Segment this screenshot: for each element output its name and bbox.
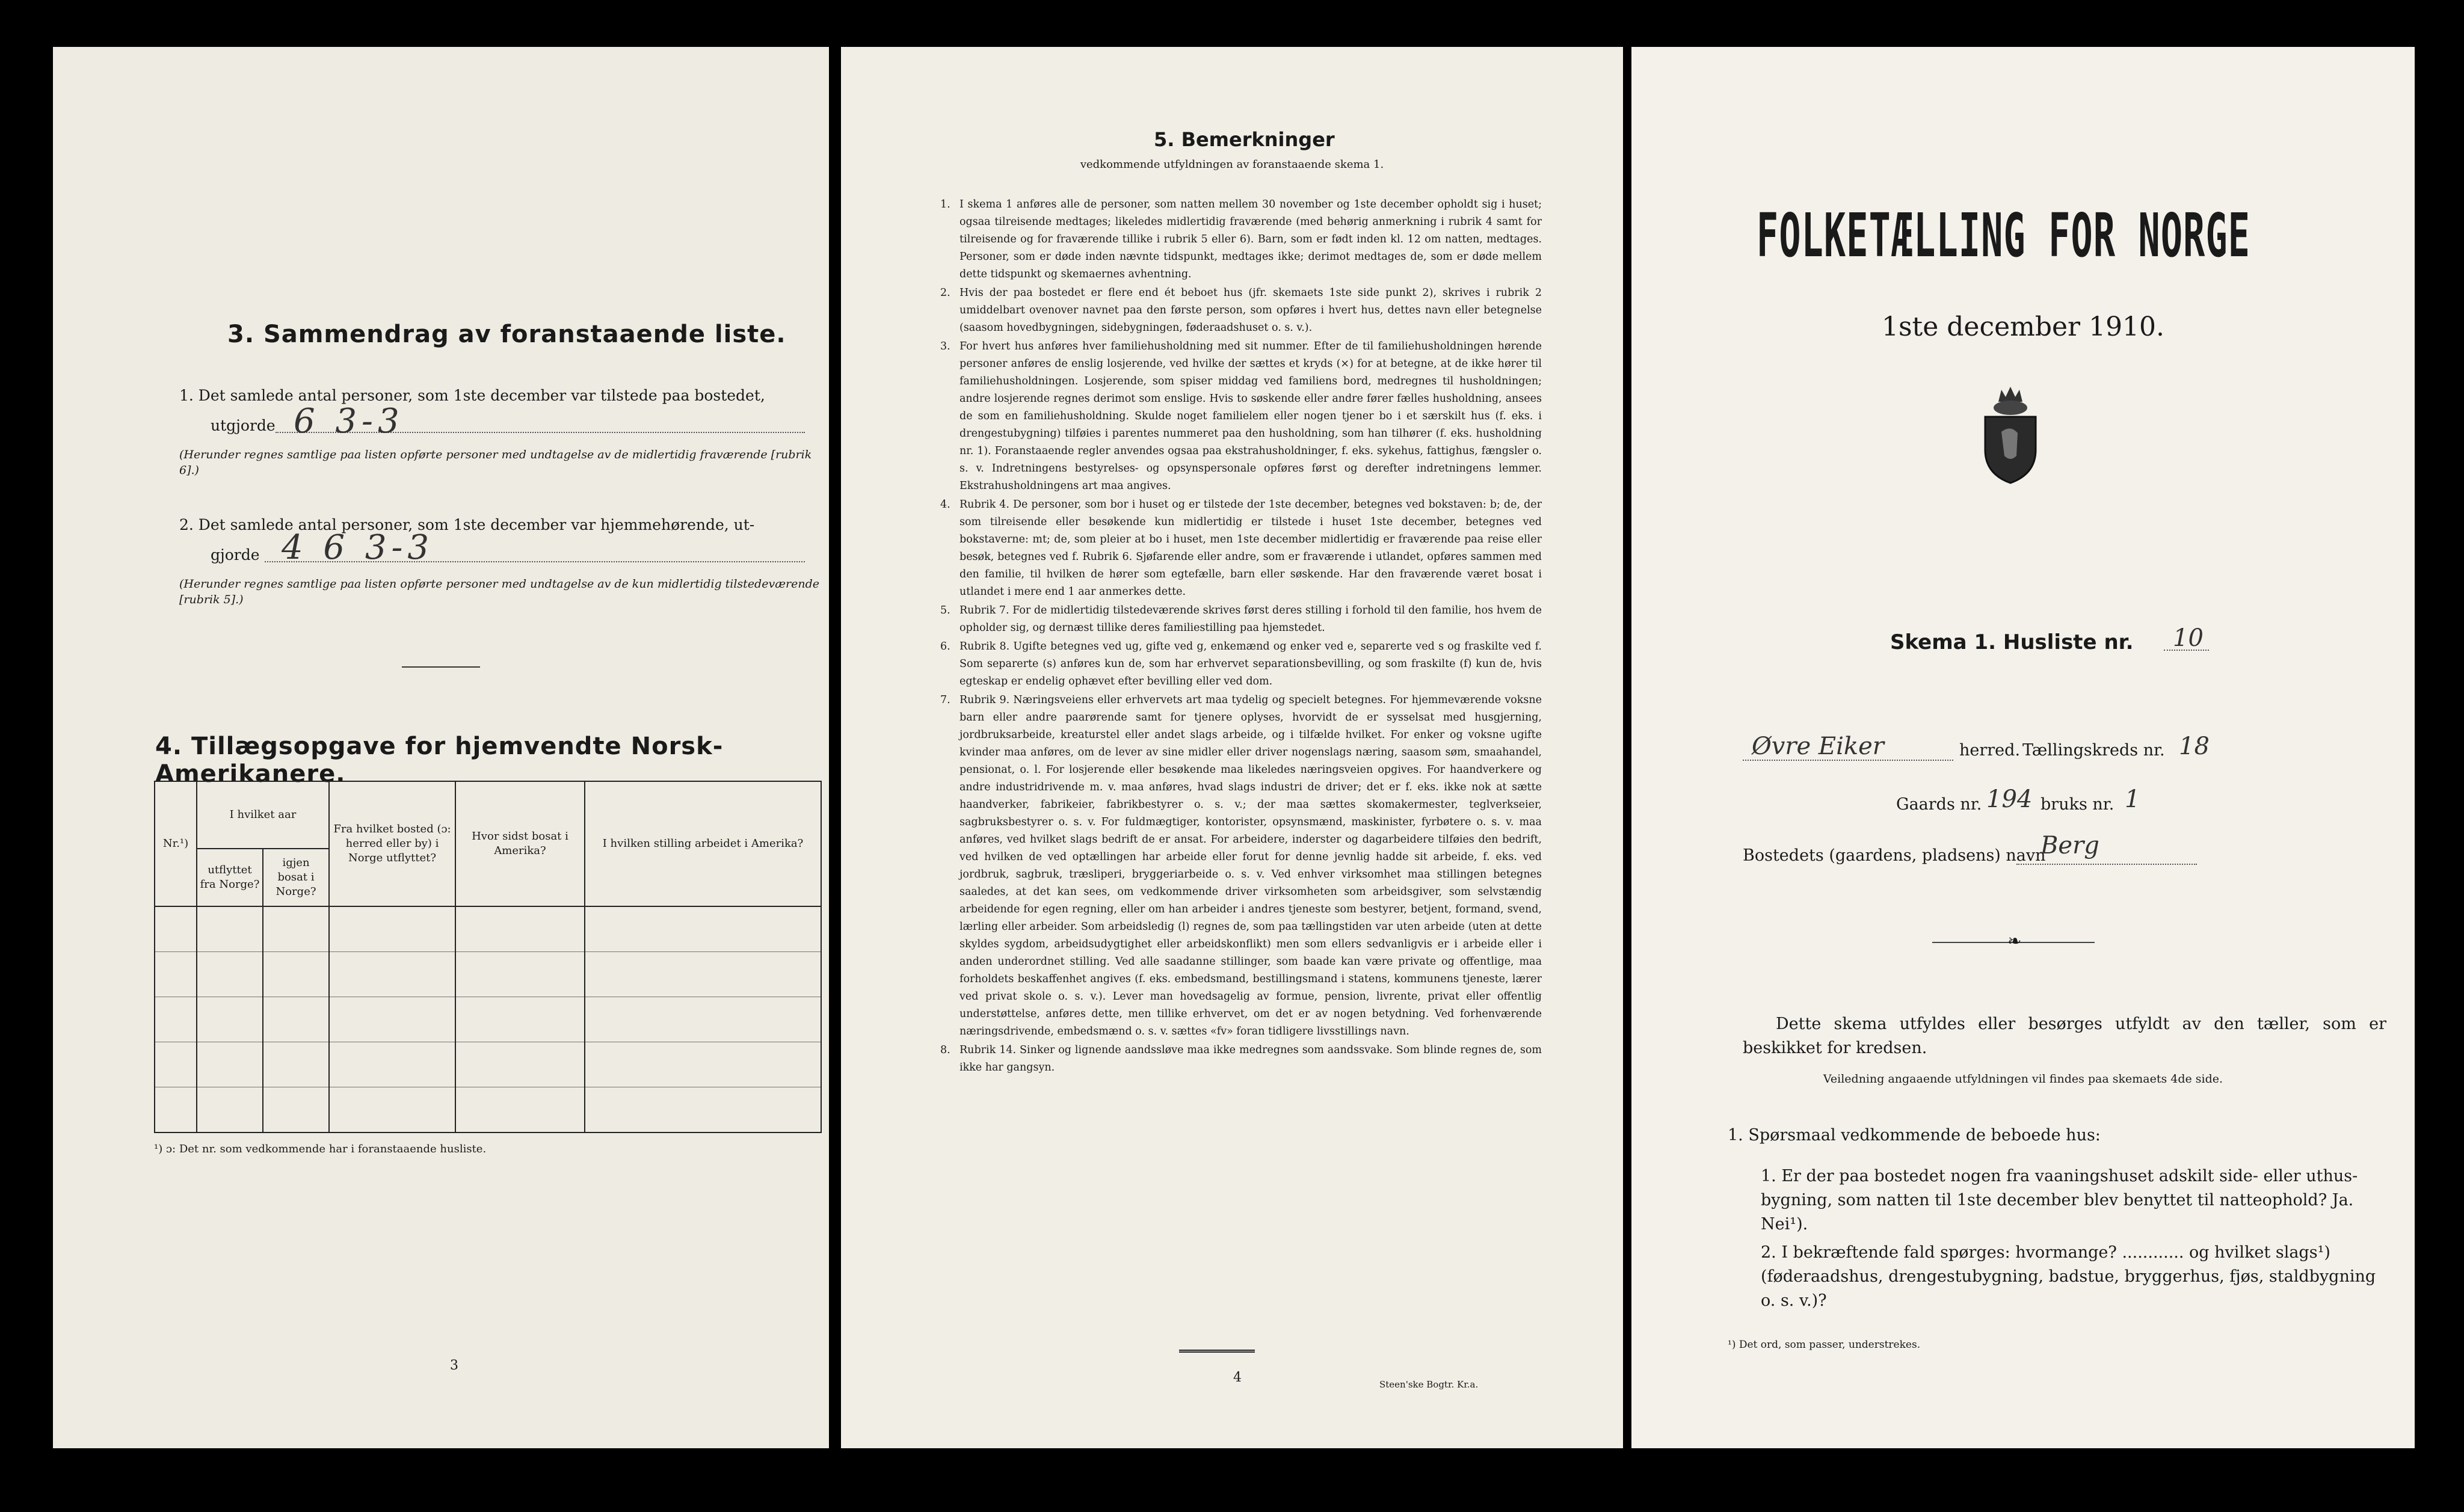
herred-value: Øvre Eiker [1752,733,1884,760]
question-2: 2. I bekræftende fald spørges: hvormange? ............ og hvilket slags¹) (føderaadshus, drengestubygning, badstue, bryggerhus, fjøs, staldbygning o. s. v.)? [1761,1243,2376,1310]
bosted-value: Berg [2040,832,2099,859]
remarks-list [940,196,1542,1078]
question-1: 1. Er der paa bostedet nogen fra vaaningshuset adskilt side- eller uthus-bygning, som natten til 1ste december blev benyttet til natteophold? Ja. Nei¹). [1761,1167,2358,1234]
page-number-4: 4 [1233,1370,1242,1385]
item2-note: (Herunder regnes samtlige paa listen opførte personer med undtagelse av de kun midlertidig tilstedeværende [rubrik 5].) [179,577,820,606]
instruction-text: Dette skema utfyldes eller besørges utfyldt av den tæller, som er beskikket for kredsen. [1743,1015,2386,1057]
remark-item [940,1042,1542,1077]
middle-page [841,47,1623,1448]
kreds-value: 18 [2179,733,2210,760]
herred-label: herred. [1959,741,2021,760]
remarks-subtitle: vedkommende utfyldningen av foranstaaende skema 1. [1080,158,1384,171]
remark-number: 3. [940,340,950,352]
table-row [155,952,821,997]
col-emigrated: utflyttet fra Norge? [197,849,263,906]
remark-item [940,284,1542,337]
remark-item [940,602,1542,637]
husliste-value: 10 [2173,624,2204,652]
remark-item [940,638,1542,690]
remark-item [940,692,1542,1040]
remark-number: 4. [940,499,950,511]
census-date: 1ste december 1910. [1881,312,2165,342]
col-position: I hvilken stilling arbeidet i Amerika? [585,781,821,906]
item2-line: 2. Det samlede antal personer, som 1ste december var hjemmehørende, ut- [179,516,755,533]
census-title: FOLKETÆLLING FOR NORGE [1757,200,2251,271]
item1-prefix: utgjorde [211,417,276,434]
item1-line: 1. Det samlede antal personer, som 1ste december var tilstede paa bostedet, [179,387,765,404]
remark-text: Hvis der paa bostedet er flere end ét beboet hus (jfr. skemaets 1ste side punkt 2), skrives i rubrik 2 umiddelbart ovenover navnet paa den første person, som opføres i hvert hus, dettes navn eller betegnelse (saasom hovedbygningen, sidebygningen, føderaadshuset o. s. v.). [959,287,1542,334]
col-returned: igjen bosat i Norge? [263,849,329,906]
divider [402,666,480,668]
bruks-label: bruks nr. [2040,795,2114,814]
remark-number: 2. [940,287,950,299]
section4-title: 4. Tillægsopgave for hjemvendte Norsk-Amerikanere. [155,733,724,788]
remark-number: 6. [940,641,950,653]
left-page [53,47,829,1448]
remark-item [940,196,1542,283]
col-year-group: I hvilket aar [197,781,329,849]
printer-mark: Steen'ske Bogtr. Kr.a. [1379,1379,1479,1390]
gaards-label: Gaards nr. [1896,795,1982,814]
remark-text: Rubrik 9. Næringsveiens eller erhvervets art maa tydelig og specielt betegnes. For hjemmeværende voksne barn eller andre paarørende samt for tjenere oplyses, hvorvidt de er sysselsat med husgjerning, jordbruksarbeide, kreaturstel eller andet slags arbeide, og i tilfælde hvilket. For enker og voksne ugifte kvinder maa anføres, om de lever av sine midler eller driver nogenslags næring, saasom søm, smaahandel, pensionat, o. l. For losjerende eller besøkende maa likeledes næringsveien opgives. For haandverkere og andre industridrivende m. v. maa anføres, hvad slags industri de driver; det er f. eks. ikke nok at sætte haandverker, fabrikeier, fabrikbestyrer o. s. v.; der maa sættes skomakermester, teglverkseier, sagbruksbestyrer o. s. v. For fuldmægtiger, kontorister, opsynsmænd, maskinister, fyrbøtere o. s. v. maa anføres, ved hvilket slags bedrift de er ansat. For arbeidere, inderster og dagarbeidere tilføies den bedrift, ved hvilken de ved optællingen har arbeide eller forut for denne jevnlig hadde sit arbeide, f. eks. ved jordbruk, sagbruk, træsliperi, bryggeriarbeide o. s. v. Ved enhver virksomhet maa stillingen betegnes saaledes, at det kan sees, om vedkommende driver virksomheten som arbeidsgiver, som selvstændig arbeidende for egen regning, eller om han arbeider i andres tjeneste som bestyrer, betjent, formand, svend, lærling eller arbeider. Som arbeidsledig (l) regnes de, som paa tællingstiden var uten arbeide (uten at dette skyldes sygdom, arbeidsudygtighet eller arbeidskonflikt) men som ellers sedvanligvis er i arbeide eller i anden underordnet stilling. Ved alle saadanne stillinger, som baade kan være private og offentlige, maa forholdets beskaffenhet angives (f. eks. embedsmand, bestillingsmand i statens, kommunens tjeneste, lærer ved privat skole o. s. v.). Lever man hovedsagelig av formue, pension, livrente, privat eller offentlig understøttelse, anføres dette, men tillike erhvervet, om det er av nogen betydning. Ved forhenværende næringsdrivende, embedsmænd o. s. v. sættes «fv» foran tidligere livsstillings navn. [959,694,1542,1037]
remark-text: Rubrik 8. Ugifte betegnes ved ug, gifte ved g, enkemænd og enker ved e, separerte ved s og fraskilte ved f. Som separerte (s) anføres kun de, som har erhvervet separationsbevilling, og som fraskilte (f) kun de, hvis egteskap er endelig ophævet efter bevilling eller ved dom. [959,641,1542,687]
end-rule [1179,1350,1255,1353]
item1-value: 6 3-3 [294,402,404,441]
guidance-text: Veiledning angaaende utfyldningen vil findes paa skemaets 4de side. [1823,1072,2223,1086]
item2-value: 4 6 3-3 [282,528,434,567]
col-from-where: Fra hvilket bosted (ɔ: herred eller by) i Norge utflyttet? [329,781,455,906]
right-page [1631,47,2415,1448]
table-footnote: ¹) ɔ: Det nr. som vedkommende har i foranstaaende husliste. [154,1143,487,1155]
remark-number: 1. [940,198,950,211]
col-nr: Nr.¹) [155,781,197,906]
remark-number: 7. [940,694,950,706]
skema-label: Skema 1. Husliste nr. [1890,630,2134,654]
remark-item [940,338,1542,495]
table-row [155,1087,821,1133]
page-number-3: 3 [450,1358,458,1373]
remark-text: Rubrik 4. De personer, som bor i huset og er tilstede der 1ste december, betegnes ved bokstaven: b; de, der som tilreisende eller besøkende kun midlertidig er tilstede i huset 1ste december, betegnes ved bokstaverne: mt; de, som pleier at bo i huset, men 1ste december midlertidig er fraværende paa reise eller besøk, betegnes ved f. Rubrik 6. Sjøfarende eller andre, som er fraværende i utlandet, opføres sammen med den familie, til hvilken de hører som egtefælle, barn eller søskende. Har den fraværende været bosat i utlandet i mere end 1 aar anmerkes dette. [959,499,1542,598]
right-footnote: ¹) Det ord, som passer, understrekes. [1728,1339,1921,1351]
remark-text: I skema 1 anføres alle de personer, som natten mellem 30 november og 1ste december opholdt sig i huset; ogsaa tilreisende medtages; likeledes midlertidig fraværende (med behørig anmerkning i rubrik 4 samt for tilreisende og for fraværende tillike i rubrik 5 eller 6). Barn, som er født inden kl. 12 om natten, medtages. Personer, som er døde inden nævnte tidspunkt, medtages ikke; derimot medtages de, som er døde mellem dette tidspunkt og skemaernes avhentning. [959,198,1542,280]
bosted-label: Bostedets (gaardens, pladsens) navn [1743,846,2046,865]
remark-number: 8. [940,1044,950,1056]
returnee-table [154,781,822,1133]
table-row [155,906,821,952]
remarks-title: 5. Bemerkninger [1154,128,1335,151]
gaards-value: 194 [1986,785,2033,813]
table-row [155,997,821,1042]
coat-of-arms-icon [1974,384,2047,486]
remark-item [940,496,1542,601]
table-row [155,1042,821,1087]
item1-note: (Herunder regnes samtlige paa listen opførte personer med undtagelse av de midlertidig fraværende [rubrik 6].) [179,448,812,477]
col-where-last: Hvor sidst bosat i Amerika? [455,781,585,906]
item2-prefix: gjorde [211,546,260,564]
remark-text: For hvert hus anføres hver familiehusholdning med sit nummer. Efter de til familiehusholdningen hørende personer anføres de enslig losjerende, ved hvilke der sættes et kryds (×) for at betegne, at de ikke hører til familiehusholdningen. Losjerende, som spiser middag ved familiens bord, medregnes til husholdningen; andre losjerende regnes derimot som enslige. Hvis to søskende eller andre fører fælles husholdning, ansees de som en familiehusholdning. Skulde noget familielem eller nogen tjener bo i et særskilt hus (f. eks. i drengestubygning) tilføies i parentes nummeret paa den husholdning, som han tilhører (f. eks. husholdning nr. 1). Foranstaaende regler anvendes ogsaa paa ekstrahusholdninger, f. eks. sykehus, fattighus, fængsler o. s. v. Indretningens bestyrelses- og opsynspersonale opføres først og derefter indretningens lemmer. Ekstrahusholdningens art maa angives. [959,340,1542,492]
remark-text: Rubrik 14. Sinker og lignende aandssløve maa ikke medregnes som aandssvake. Som blinde regnes de, som ikke har gangsyn. [959,1044,1542,1074]
bosted-underline [2016,864,2197,865]
question-heading: 1. Spørsmaal vedkommende de beboede hus: [1728,1126,2101,1145]
ornament-icon: ❧ [2007,931,2022,951]
remark-text: Rubrik 7. For de midlertidig tilstedeværende skrives først deres stilling i forhold til den familie, hos hvem de opholder sig, og dernæst tillike deres familiestilling paa hjemstedet. [959,604,1542,634]
kreds-label: Tællingskreds nr. [2022,741,2165,760]
section3-title: 3. Sammendrag av foranstaaende liste. [227,321,786,348]
bruks-value: 1 [2125,785,2140,813]
remark-number: 5. [940,604,950,616]
